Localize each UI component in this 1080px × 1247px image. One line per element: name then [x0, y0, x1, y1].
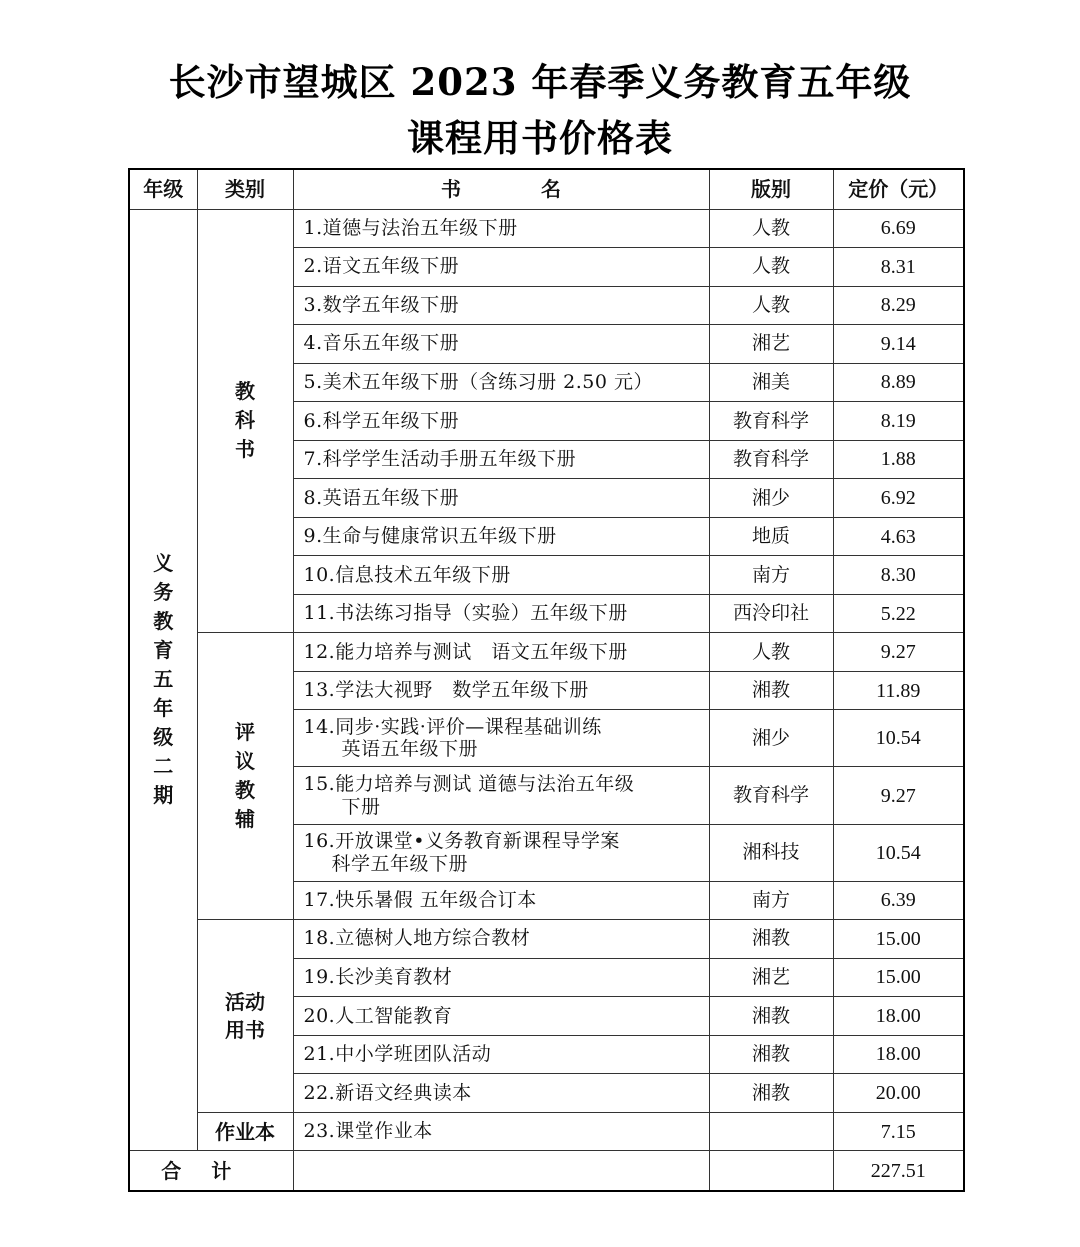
book-edition: 湘科技: [709, 824, 833, 881]
header-edition: 版别: [709, 169, 833, 209]
book-name: 10.信息技术五年级下册: [293, 556, 709, 595]
book-name: 2.语文五年级下册: [293, 248, 709, 287]
book-edition: 教育科学: [709, 767, 833, 824]
book-edition: 湘美: [709, 363, 833, 402]
book-price: 8.30: [833, 556, 964, 595]
book-price: 9.27: [833, 633, 964, 672]
book-edition: 人教: [709, 248, 833, 287]
book-price: 9.27: [833, 767, 964, 824]
total-row: [129, 1151, 964, 1191]
book-price: 8.89: [833, 363, 964, 402]
total-empty-name: [293, 1151, 709, 1191]
book-name: 15.能力培养与测试 道德与法治五年级 下册: [293, 767, 709, 824]
category-review: 评议教辅: [197, 633, 293, 920]
total-empty-edition: [709, 1151, 833, 1191]
book-edition: 人教: [709, 633, 833, 672]
book-edition: 湘教: [709, 1035, 833, 1074]
category-textbook: 教科书: [197, 209, 293, 633]
book-name: 22.新语文经典读本: [293, 1074, 709, 1113]
header-price: 定价（元）: [833, 169, 964, 209]
book-edition: [709, 1112, 833, 1151]
book-name: 11.书法练习指导（实验）五年级下册: [293, 594, 709, 633]
table-row: [129, 633, 964, 672]
book-edition: 湘少: [709, 479, 833, 518]
book-edition: 湘艺: [709, 958, 833, 997]
book-edition: 湘教: [709, 671, 833, 710]
book-edition: 湘教: [709, 997, 833, 1036]
book-edition: 南方: [709, 881, 833, 920]
book-price: 5.22: [833, 594, 964, 633]
header-grade: 年级: [129, 169, 197, 209]
book-name: 23.课堂作业本: [293, 1112, 709, 1151]
book-name: 21.中小学班团队活动: [293, 1035, 709, 1074]
book-price: 18.00: [833, 1035, 964, 1074]
book-edition: 湘艺: [709, 325, 833, 364]
book-name: 12.能力培养与测试 语文五年级下册: [293, 633, 709, 672]
book-name: 16.开放课堂•义务教育新课程导学案 科学五年级下册: [293, 824, 709, 881]
book-edition: 湘教: [709, 920, 833, 959]
book-price: 15.00: [833, 958, 964, 997]
category-homework: 作业本: [197, 1112, 293, 1151]
book-price: 11.89: [833, 671, 964, 710]
total-label: 合计: [129, 1151, 293, 1191]
book-name: 13.学法大视野 数学五年级下册: [293, 671, 709, 710]
book-edition: 南方: [709, 556, 833, 595]
book-name: 17.快乐暑假 五年级合订本: [293, 881, 709, 920]
book-name: 6.科学五年级下册: [293, 402, 709, 441]
table-row: [129, 209, 964, 248]
book-name: 4.音乐五年级下册: [293, 325, 709, 364]
book-name: 3.数学五年级下册: [293, 286, 709, 325]
book-name: 19.长沙美育教材: [293, 958, 709, 997]
book-price: 8.29: [833, 286, 964, 325]
book-edition: 地质: [709, 517, 833, 556]
book-price: 4.63: [833, 517, 964, 556]
book-name: 5.美术五年级下册（含练习册 2.50 元）: [293, 363, 709, 402]
book-edition: 人教: [709, 286, 833, 325]
book-price: 10.54: [833, 710, 964, 767]
page-title: 长沙市望城区 2023 年春季义务教育五年级: [168, 60, 912, 104]
header-name: 书 名: [293, 169, 709, 209]
book-price: 1.88: [833, 440, 964, 479]
book-name: 9.生命与健康常识五年级下册: [293, 517, 709, 556]
book-edition: 教育科学: [709, 440, 833, 479]
book-price: 20.00: [833, 1074, 964, 1113]
book-price: 6.39: [833, 881, 964, 920]
book-name: 1.道德与法治五年级下册: [293, 209, 709, 248]
book-price: 15.00: [833, 920, 964, 959]
book-price: 7.15: [833, 1112, 964, 1151]
book-name: 7.科学学生活动手册五年级下册: [293, 440, 709, 479]
total-price: 227.51: [833, 1151, 964, 1191]
book-price: 8.31: [833, 248, 964, 287]
page-subtitle: 课程用书价格表: [407, 116, 673, 160]
grade-cell: 义务教育五年级二期: [129, 209, 197, 1151]
table-row: [129, 1112, 964, 1151]
book-edition: 湘少: [709, 710, 833, 767]
header-row: [129, 169, 964, 209]
book-name: 18.立德树人地方综合教材: [293, 920, 709, 959]
book-edition: 人教: [709, 209, 833, 248]
category-activity: 活动用书: [197, 920, 293, 1113]
book-edition: 西泠印社: [709, 594, 833, 633]
book-name: 14.同步·实践·评价—课程基础训练 英语五年级下册: [293, 710, 709, 767]
book-name: 8.英语五年级下册: [293, 479, 709, 518]
book-price: 10.54: [833, 824, 964, 881]
book-price: 9.14: [833, 325, 964, 364]
table-row: [129, 920, 964, 959]
book-price: 8.19: [833, 402, 964, 441]
book-price: 6.92: [833, 479, 964, 518]
header-category: 类别: [197, 169, 293, 209]
book-price: 6.69: [833, 209, 964, 248]
book-edition: 教育科学: [709, 402, 833, 441]
price-table: [128, 168, 965, 1192]
book-price: 18.00: [833, 997, 964, 1036]
book-edition: 湘教: [709, 1074, 833, 1113]
book-name: 20.人工智能教育: [293, 997, 709, 1036]
